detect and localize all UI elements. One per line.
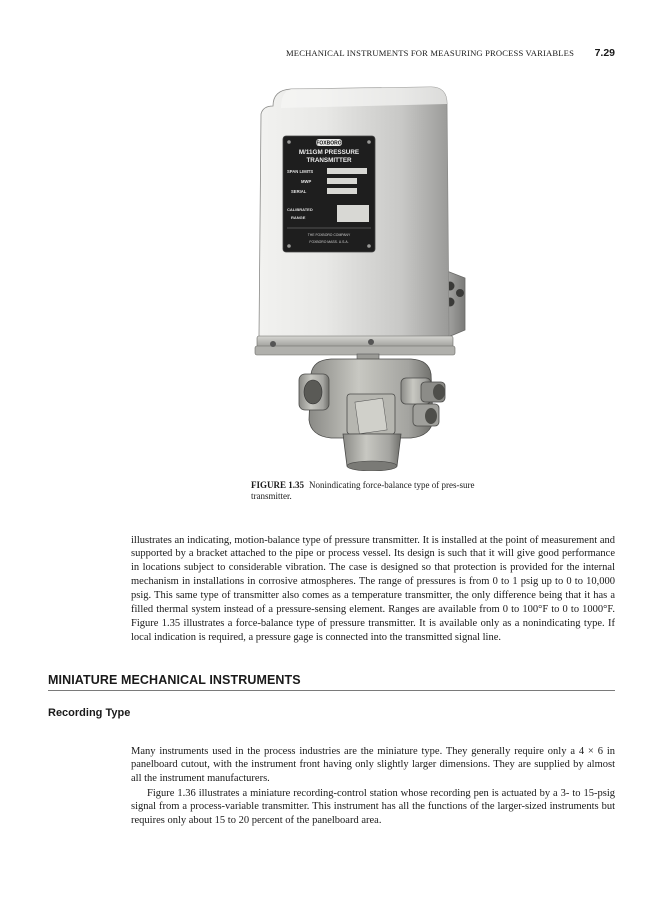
nameplate-type: TRANSMITTER bbox=[306, 157, 352, 164]
nameplate-model: M/11GM PRESSURE bbox=[298, 149, 360, 156]
figure-1-35-photo bbox=[251, 78, 476, 471]
figure-caption bbox=[251, 480, 501, 502]
nameplate-mwp-label: MWP bbox=[301, 179, 312, 184]
section-heading: MINIATURE MECHANICAL INSTRUMENTS bbox=[48, 673, 301, 687]
section-rule bbox=[48, 690, 615, 691]
process-connection-body bbox=[299, 354, 445, 471]
paragraph-intro: illustrates an indicating, motion-balance type of pressure transmitter. It is installed at the point of measurement and supported by a bracket attached to the pipe or process vessel. Its design is such that it will give good performance in locations subject to considerable vibration. The case is designed so that protection is provided for the internal mechanism in installations in corrosive atmospheres. The range of pressures is from 0 to 1 psig up to 0 to 10,000 psig. This same type of transmitter also comes as a temperature transmitter, the only difference being that it has a filled thermal system instead of a pressure-sensing element. Ranges are available from 0 to 100°F to 0 to 1000°F. Figure 1.35 illustrates a force-balance type of pressure transmitter. It is available only as a nonindicating type. If local indication is required, a pressure gage is connected into the transmitted signal line. bbox=[131, 534, 615, 643]
subsection-heading: Recording Type bbox=[48, 707, 131, 719]
nameplate-calibrated-label: CALIBRATED bbox=[287, 207, 313, 212]
screw-icon bbox=[270, 341, 276, 347]
running-title: MECHANICAL INSTRUMENTS FOR MEASURING PROCESS VARIABLES bbox=[286, 48, 574, 58]
nameplate-company: THE FOXBORO COMPANY bbox=[307, 233, 351, 237]
caption-label: FIGURE 1.35 bbox=[251, 480, 305, 490]
caption-text: Nonindicating force-balance type of pres-sure transmitter. bbox=[251, 480, 475, 501]
running-head bbox=[0, 48, 662, 62]
conduit-hole bbox=[456, 289, 464, 297]
nameplate-location: FOXBORO MASS. U.S.A. bbox=[309, 240, 349, 244]
nameplate-brand: FOXBORO bbox=[316, 140, 342, 147]
nameplate-span-label: SPAN LIMITS bbox=[287, 169, 314, 174]
nameplate-serial-label: SERIAL bbox=[291, 189, 307, 194]
paragraph-miniature-1: Many instruments used in the process industries are the miniature type. They generally require only a 4 × 6 in panelboard cutout, with the instrument front having only slightly larger dimensions. They are supplied by almost all the instrument manufacturers. bbox=[131, 745, 615, 785]
nameplate bbox=[283, 136, 375, 252]
page-number: 7.29 bbox=[594, 47, 615, 59]
screw-icon bbox=[368, 339, 374, 345]
paragraph-miniature-2: Figure 1.36 illustrates a miniature recording-control station whose recording pen is actuated by a 3- to 15-psig signal from a process-variable transmitter. This instrument has all the functions of the larger-sized instruments but requires only about 15 to 20 percent of the panelboard area. bbox=[131, 787, 615, 827]
nameplate-range-label: RANGE bbox=[291, 215, 306, 220]
